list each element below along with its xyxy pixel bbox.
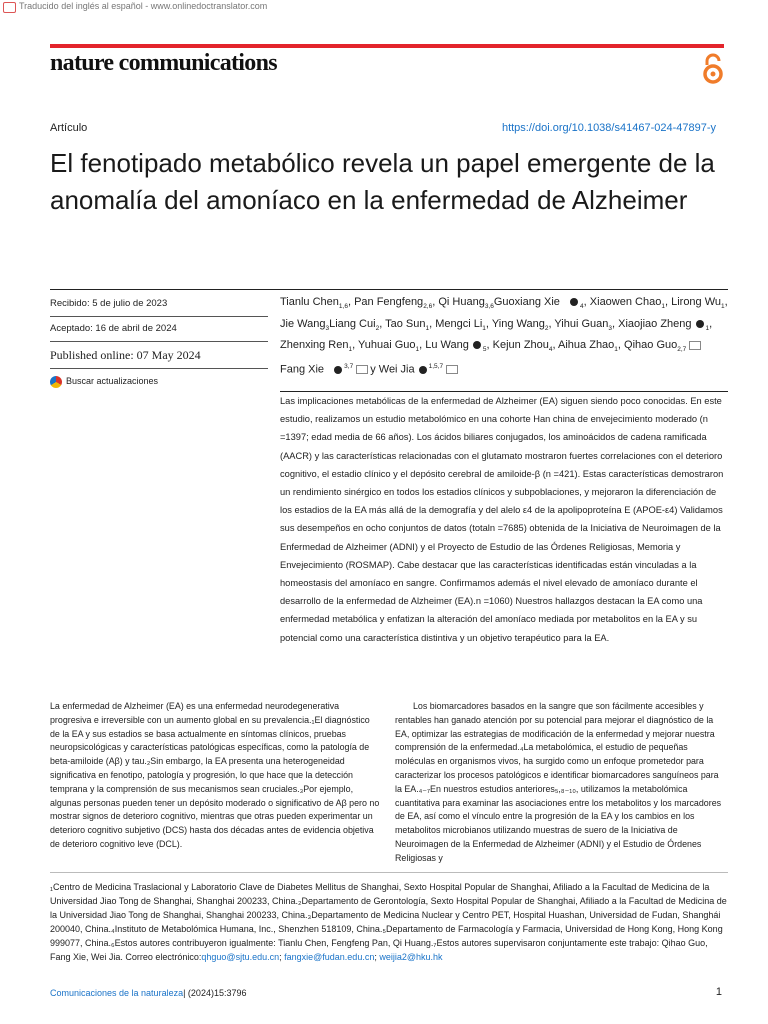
- affiliation-ref: 2: [544, 324, 549, 332]
- footer-journal-link[interactable]: Comunicaciones de la naturaleza: [50, 988, 184, 998]
- page-number: 1: [715, 986, 722, 998]
- email-link[interactable]: fangxie@fudan.edu.cn: [284, 952, 375, 962]
- body-column-right: [395, 700, 727, 866]
- affiliation-ref: 3,6: [484, 303, 494, 311]
- body-text: Los biomarcadores basados en la sangre que son fácilmente accesibles y rentables han ganado atención por su potencial para mejorar el diagnóstico de la EA, optimizar las estrategias de modificación de la enfermedad y mejorar nuestra comprensión de la enfermedad.₄La metabolómica, el estudio de pequeñas moléculas en organismos vivos, ha surgido como un enfoque prometedor para caracterizar los procesos patológicos e identificar biomarcadores sanguíneos para la EA.₄₋₇En nuestros estudios anteriores₅,₈₋₁₀, utilizamos la metabolómica cuantitativa para examinar las asociaciones entre los metabolitos y los marcadores de EA, así como el vínculo entre la progresión de la EA y los cambios en los metabolitos microbianos utilizando muestras de suero de la Iniciativa de Neuroimagen de la Enfermedad de Alzheimer (ADNI) y el Estudio de Órdenes Religiosas y: [395, 701, 722, 863]
- affiliation-ref: 2: [375, 324, 380, 332]
- author-name[interactable]: , Pan Fengfeng: [347, 296, 424, 308]
- affiliation-ref: 2,6: [423, 303, 433, 311]
- divider: [50, 368, 268, 369]
- affiliation-ref: 1: [415, 346, 420, 354]
- affiliation-ref: 4: [580, 303, 584, 311]
- separator: ,: [664, 296, 669, 308]
- author-name[interactable]: Fang Xie: [280, 363, 325, 376]
- author-name[interactable]: Guoxiang Xie: [493, 296, 560, 308]
- email-icon[interactable]: [356, 365, 368, 374]
- journal-name: nature communications: [50, 50, 277, 76]
- affiliation-ref: 1: [482, 324, 486, 332]
- separator: ,: [612, 317, 616, 330]
- affiliations-text: ₁Centro de Medicina Traslacional y Laboratorio Clave de Diabetes Mellitus de Shanghai, Sexto Hospital Popular de Shanghai, Afiliado a la Facultad de Medicina de la Universidad Jiao Tong de Shanghai, Shanghai 200233, China.₂Departamento de Gerontología, Sexto Hospital Popular de Shanghai, Afiliado a la Facultad de Medicina de la Universidad Jiao Tong de Shanghai, Shanghai 200233, China.₃Departamento de Medicina Nuclear y Centro PET, Hospital Huashan, Universidad de Fudan, Shanghái 200040, China.₄Instituto de Metabolómica Humana, Inc., Shenzhen 518109, China.₅Departamento de Farmacología y Farmacia, Universidad de Hong Kong, Hong Kong 999077, China.₆Estos autores contribuyeron igualmente: Tianlu Chen, Fengfeng Pan, Qi Huang.₇Estos autores supervisaron conjuntamente este trabajo: Qihao Guo, Fang Xie, Wei Jia. Correo electrónico:: [50, 882, 727, 962]
- email-link[interactable]: weijia2@hku.hk: [379, 952, 443, 962]
- author-name[interactable]: y Wei Jia: [370, 363, 415, 376]
- accepted-date: Aceptado: 16 de abril de 2024: [50, 323, 177, 334]
- author-name[interactable]: , Tao Sun: [379, 317, 426, 330]
- affiliation-ref: 3: [608, 324, 613, 332]
- author-name[interactable]: , Lu Wang: [419, 339, 469, 352]
- affiliation-ref: 2,7: [677, 346, 687, 354]
- affiliation-ref: 1: [425, 324, 430, 332]
- author-list: [280, 294, 728, 378]
- author-name[interactable]: , Kejun Zhou: [486, 339, 549, 352]
- affiliations: [50, 880, 730, 964]
- header-rule: [50, 44, 724, 48]
- affiliation-ref: 4: [548, 346, 553, 354]
- published-date: Published online: 07 May 2024: [50, 348, 201, 362]
- orcid-icon[interactable]: [570, 298, 578, 306]
- author-name[interactable]: , Ying Wang: [485, 317, 545, 330]
- divider: [50, 872, 728, 873]
- affiliation-ref: 1: [348, 346, 353, 354]
- author-name[interactable]: , Jie Wang: [280, 296, 728, 330]
- footer-volume: | (2024)15:3796: [183, 988, 247, 998]
- affiliation-ref: 1: [721, 303, 725, 311]
- translation-banner[interactable]: [0, 0, 330, 14]
- divider: [50, 316, 268, 317]
- orcid-icon[interactable]: [334, 366, 342, 374]
- orcid-icon[interactable]: [419, 366, 427, 374]
- divider: [50, 289, 728, 290]
- affiliation-ref: 5: [482, 346, 487, 354]
- affiliation-ref: 3,7: [344, 363, 354, 371]
- author-name[interactable]: , Mengci Li: [429, 317, 483, 330]
- check-updates-icon: [50, 376, 62, 388]
- orcid-icon[interactable]: [473, 341, 481, 349]
- orcid-icon[interactable]: [696, 320, 704, 328]
- affiliation-ref: 1: [661, 303, 665, 311]
- author-name[interactable]: Aihua Zhao: [558, 339, 615, 352]
- affiliation-ref: 3: [325, 324, 330, 332]
- author-name[interactable]: , Xiaowen Chao: [583, 296, 662, 308]
- email-link[interactable]: qhguo@sjtu.edu.cn: [201, 952, 280, 962]
- separator: ,: [552, 339, 556, 352]
- open-access-icon: [700, 53, 726, 85]
- received-date: Recibido: 5 de julio de 2023: [50, 298, 168, 309]
- affiliation-ref: 1: [614, 346, 618, 354]
- author-name[interactable]: , Zhenxing Ren: [280, 317, 713, 352]
- affiliation-ref: 1,6: [338, 303, 348, 311]
- doi-link[interactable]: https://doi.org/10.1038/s41467-024-47897-y: [501, 122, 716, 134]
- body-column-left: La enfermedad de Alzheimer (EA) es una enfermedad neurodegenerativa progresiva e irreversible con un aumento global en su prevalencia.₁El diagnóstico de la EA y sus estadios se basa actualmente en síntomas clínicos, pruebas neuropsicológicas y características patológicas específicas, como la patología de beta-amiloide (Aβ) y tau.₂Sin embargo, la EA presenta una heterogeneidad significativa en fenotipo, patología y progresión, lo que hace que la detección temprana y la comprensión de sus mecanismos sean cruciales.₃Por ejemplo, algunas personas pueden tener un depósito moderado o significativo de Aβ pero no mostrar signos de deterioro cognitivo, mientras que otras pueden experimentar un deterioro cognitivo subjetivo (DCS) hasta dos décadas antes de evidencia objetiva de deterioro cognitivo leve (DCL).: [50, 701, 380, 849]
- article-type: Artículo: [50, 122, 88, 134]
- author-name[interactable]: , Yihui Guan: [548, 317, 609, 330]
- affiliation-ref: 1: [705, 324, 710, 332]
- check-updates-label: Buscar actualizaciones: [66, 376, 159, 386]
- separator: ;: [374, 952, 380, 962]
- banner-text: Traducido del inglés al español - www.onlinedoctranslator.com: [19, 1, 268, 11]
- translate-icon: [3, 2, 16, 13]
- affiliation-ref: 1,5,7: [428, 363, 444, 371]
- divider: [50, 341, 268, 342]
- author-name[interactable]: , Qi Huang: [432, 296, 485, 308]
- check-updates-button[interactable]: [50, 373, 268, 389]
- separator: ;: [279, 952, 285, 962]
- abstract: Las implicaciones metabólicas de la enfermedad de Alzheimer (EA) siguen siendo poco conocidas. En este estudio, realizamos un estudio metabolómico en una cohorte Han china de envejecimiento moderado (n =1397; edad media de 66 años). Los ácidos biliares conjugados, los aminoácidos de cadena ramificada (AACR) y las características relacionadas con el glutamato mostraron fuertes correlaciones con el deterioro cognitivo, el estadio clínico y el depósito cerebral de amiloide-β (n =421). Estas características demostraron un rendimiento sinérgico en todos los estadios clínicos y subpoblaciones, y mejoraron la diferenciación de los estadios de la EA más allá de la demografía y del alelo ε4 de la apolipoproteína E (APOE-ε4) Validamos sus desempeños en ocho conjuntos de datos (totaln =7685) obtenida de la Iniciativa de Neuroimagen de la Enfermedad de Alzheimer (ADNI) y el Proyecto de Estudio de las Órdenes Religiosas, Memoria y Envejecimiento (ROSMAP). Cabe destacar que las características identificadas están vinculadas a la homeostasis del amoníaco en sangre. Confirmamos además el nivel elevado de amoníaco durante el desarrollo de la enfermedad de Alzheimer (EA).n =1060) Nuestros hallazgos destacan la EA como una enfermedad metabólica y enfatizan la alteración del amoníaco mediada por metabolitos en la EA y su potencial como una característica distintiva y un objetivo terapéutico para la EA.: [280, 396, 724, 643]
- author-name[interactable]: Lirong Wu: [671, 296, 722, 308]
- author-name[interactable]: , Yuhuai Guo: [352, 339, 416, 352]
- author-name[interactable]: Xiaojiao Zheng: [618, 317, 692, 330]
- footer-citation: [50, 988, 246, 998]
- article-title: El fenotipado metabólico revela un papel emergente de la anomalía del amoníaco en la enfermedad de Alzheimer: [50, 148, 715, 215]
- email-icon[interactable]: [689, 341, 701, 350]
- email-icon[interactable]: [446, 365, 458, 374]
- author-name[interactable]: , Qihao Guo: [617, 339, 678, 352]
- author-name[interactable]: Tianlu Chen: [280, 296, 339, 308]
- author-name[interactable]: Liang Cui: [329, 317, 376, 330]
